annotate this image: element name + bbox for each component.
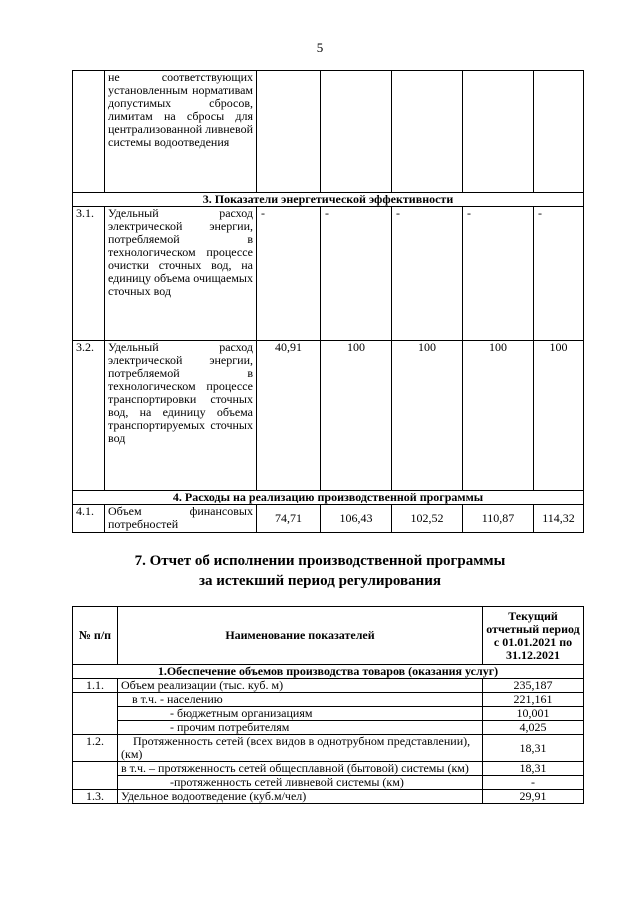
- indicator-name: Объем финансовых потребностей: [105, 505, 257, 533]
- row-number: 1.2.: [73, 735, 118, 762]
- value-cell: [392, 71, 463, 193]
- value-cell: 110,87: [463, 505, 534, 533]
- value-cell: -: [321, 207, 392, 341]
- value-cell: -: [483, 776, 584, 790]
- value-cell: -: [257, 207, 321, 341]
- value-cell: [534, 71, 584, 193]
- section-row: [73, 491, 584, 505]
- row-number: 3.1.: [73, 207, 105, 341]
- value-cell: 102,52: [392, 505, 463, 533]
- table-row: [73, 679, 584, 693]
- table-row: [73, 207, 584, 341]
- row-number: [73, 693, 118, 707]
- indicator-name: Удельное водоотведение (куб.м/чел): [118, 790, 483, 804]
- indicator-name: Удельный расход электрической энергии, потребляемой в технологическом процессе очистки сточных вод, на единицу объема очищаемых сточных вод: [105, 207, 257, 341]
- table-row: [73, 776, 584, 790]
- section-title: 4. Расходы на реализацию производственной программы: [73, 491, 584, 505]
- value-cell: 10,001: [483, 707, 584, 721]
- value-cell: [463, 71, 534, 193]
- value-cell: 4,025: [483, 721, 584, 735]
- indicator-name: Удельный расход электрической энергии, потребляемой в технологическом процессе транспортировки сточных вод, на единицу объема транспортируемых сточных вод: [105, 341, 257, 491]
- value-cell: [257, 71, 321, 193]
- table-row: [73, 707, 584, 721]
- header-row: [73, 607, 584, 665]
- section-row: [73, 193, 584, 207]
- value-cell: 100: [392, 341, 463, 491]
- heading-line-1: 7. Отчет об исполнении производственной программы: [134, 553, 506, 569]
- indicator-name: Протяженность сетей (всех видов в однотрубном представлении), (км): [118, 735, 483, 762]
- indicator-name: Объем реализации (тыс. куб. м): [118, 679, 483, 693]
- row-number: 1.1.: [73, 679, 118, 693]
- value-cell: -: [463, 207, 534, 341]
- table-row: [73, 721, 584, 735]
- section-heading: [0, 551, 640, 591]
- row-number: 1.3.: [73, 790, 118, 804]
- energy-efficiency-table: [72, 70, 584, 533]
- column-header-number: № п/п: [73, 607, 118, 665]
- table-row: [73, 71, 584, 193]
- section-row: [73, 665, 584, 679]
- indicator-name: -протяженность сетей ливневой системы (км): [118, 776, 483, 790]
- section-title: 1.Обеспечение объемов производства товаров (оказания услуг): [73, 665, 584, 679]
- value-cell: 74,71: [257, 505, 321, 533]
- indicator-name: в т.ч. - населению: [118, 693, 483, 707]
- row-number: 4.1.: [73, 505, 105, 533]
- row-number: 3.2.: [73, 341, 105, 491]
- table-row: [73, 505, 584, 533]
- value-cell: 221,161: [483, 693, 584, 707]
- indicator-name: не соответствующих установленным нормативам допустимых сбросов, лимитам на сбросы для централизованной ливневой системы водоотведения: [105, 71, 257, 193]
- indicator-name: - бюджетным организациям: [118, 707, 483, 721]
- value-cell: [321, 71, 392, 193]
- column-header-name: Наименование показателей: [118, 607, 483, 665]
- value-cell: 40,91: [257, 341, 321, 491]
- table-row: [73, 693, 584, 707]
- value-cell: -: [392, 207, 463, 341]
- value-cell: -: [534, 207, 584, 341]
- row-number: [73, 707, 118, 721]
- value-cell: 29,91: [483, 790, 584, 804]
- value-cell: 100: [321, 341, 392, 491]
- value-cell: 18,31: [483, 735, 584, 762]
- table-row: [73, 341, 584, 491]
- program-report-table: [72, 606, 584, 804]
- row-number: [73, 762, 118, 776]
- table-row: [73, 735, 584, 762]
- heading-line-2: за истекший период регулирования: [198, 573, 442, 589]
- value-cell: 114,32: [534, 505, 584, 533]
- row-number: [73, 776, 118, 790]
- value-cell: 235,187: [483, 679, 584, 693]
- value-cell: 100: [463, 341, 534, 491]
- indicator-name: в т.ч. – протяженность сетей общесплавной (бытовой) системы (км): [118, 762, 483, 776]
- row-number: [73, 71, 105, 193]
- indicator-name: - прочим потребителям: [118, 721, 483, 735]
- row-number: [73, 721, 118, 735]
- value-cell: 106,43: [321, 505, 392, 533]
- page-number: 5: [316, 40, 324, 55]
- column-header-period: Текущий отчетный период с 01.01.2021 по 31.12.2021: [483, 607, 584, 665]
- table-row: [73, 790, 584, 804]
- value-cell: 18,31: [483, 762, 584, 776]
- table-row: [73, 762, 584, 776]
- value-cell: 100: [534, 341, 584, 491]
- section-title: 3. Показатели энергетической эффективности: [73, 193, 584, 207]
